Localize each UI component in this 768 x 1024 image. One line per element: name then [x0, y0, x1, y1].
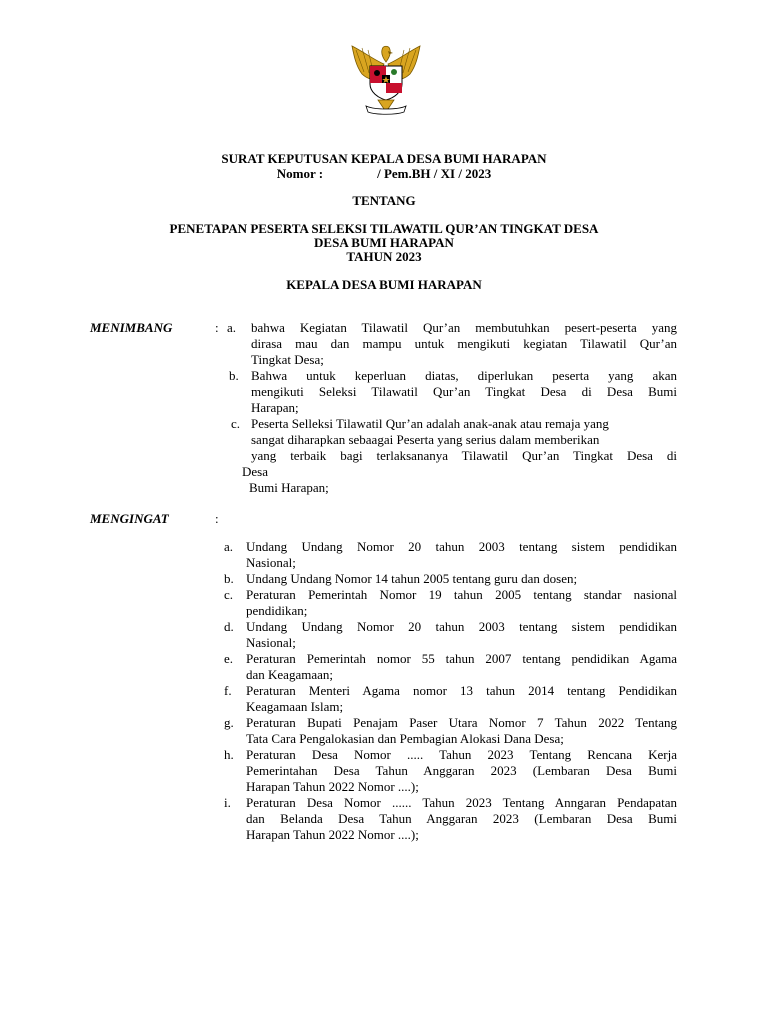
subject-line-1: PENETAPAN PESERTA SELEKSI TILAWATIL QUR’AN TINGKAT DESA — [169, 221, 599, 236]
nomor-label: Nomor : — [276, 166, 324, 181]
garuda-emblem-icon — [344, 42, 428, 118]
mengingat-item-line: Peraturan Desa Nomor ...... Tahun 2023 Tentang Anngaran Pendapatan — [246, 795, 677, 810]
mengingat-item-line: Nasional; — [246, 635, 296, 650]
mengingat-item-marker: h. — [224, 747, 234, 762]
official-heading: KEPALA DESA BUMI HARAPAN — [286, 277, 482, 292]
menimbang-a-line: Tingkat Desa; — [251, 352, 324, 367]
menimbang-label: MENIMBANG — [90, 320, 173, 335]
mengingat-item — [246, 619, 677, 651]
mengingat-item — [246, 747, 677, 795]
mengingat-item-line: Peraturan Desa Nomor ..... Tahun 2023 Tentang Rencana Kerja — [246, 747, 677, 762]
menimbang-b-line: Harapan; — [251, 400, 299, 415]
menimbang-c-line: Bumi Harapan; — [249, 480, 329, 495]
mengingat-item-marker: f. — [224, 683, 232, 698]
mengingat-item-line: Peraturan Pemerintah Nomor 19 tahun 2005 tentang standar nasional — [246, 587, 677, 602]
mengingat-colon: : — [215, 511, 219, 526]
mengingat-item — [246, 587, 677, 619]
mengingat-item-line: Undang Undang Nomor 20 tahun 2003 tentang sistem pendidikan — [246, 619, 677, 634]
decree-title: SURAT KEPUTUSAN KEPALA DESA BUMI HARAPAN — [221, 151, 547, 166]
menimbang-b-marker: b. — [229, 368, 239, 383]
subject-line-2: DESA BUMI HARAPAN — [314, 235, 454, 250]
menimbang-c-line: Desa — [242, 464, 268, 479]
menimbang-a-line: dirasa mau dan mampu untuk mengikuti kegiatan Tilawatil Qur’an — [251, 336, 677, 351]
mengingat-item-marker: g. — [224, 715, 234, 730]
decree-number — [0, 167, 768, 181]
menimbang-b-line: mengikuti Seleksi Tilawatil Qur’an Tingkat Desa di Desa Bumi — [251, 384, 677, 399]
mengingat-item-line: Tata Cara Pengalokasian dan Pembagian Alokasi Dana Desa; — [246, 731, 564, 746]
mengingat-item-line: Peraturan Menteri Agama nomor 13 tahun 2014 tentang Pendidikan — [246, 683, 677, 698]
mengingat-item-line: Harapan Tahun 2022 Nomor ....); — [246, 827, 419, 842]
menimbang-a-marker: a. — [227, 320, 237, 335]
mengingat-item-line: Harapan Tahun 2022 Nomor ....); — [246, 779, 419, 794]
mengingat-item-marker: d. — [224, 619, 234, 634]
mengingat-item-line: Keagamaan Islam; — [246, 699, 344, 714]
mengingat-item-line: Peraturan Pemerintah nomor 55 tahun 2007 tentang pendidikan Agama — [246, 651, 677, 666]
mengingat-item-marker: a. — [224, 539, 234, 554]
mengingat-label: MENGINGAT — [90, 511, 169, 526]
mengingat-item-marker: i. — [224, 795, 231, 810]
menimbang-colon: : — [215, 320, 219, 335]
mengingat-item-line: dan Belanda Desa Tahun Anggaran 2023 (Lembaran Desa Bumi — [246, 811, 677, 826]
mengingat-item-line: Undang Undang Nomor 14 tahun 2005 tentang guru dan dosen; — [246, 571, 578, 586]
mengingat-item — [246, 683, 677, 715]
mengingat-item-marker: c. — [224, 587, 234, 602]
menimbang-b-line: Bahwa untuk keperluan diatas, diperlukan peserta yang akan — [251, 368, 677, 383]
menimbang-c-marker: c. — [231, 416, 241, 431]
mengingat-item-marker: b. — [224, 571, 234, 586]
menimbang-c-line: Peserta Selleksi Tilawatil Qur’an adalah anak-anak atau remaja yang — [251, 416, 609, 431]
mengingat-item — [246, 795, 677, 843]
mengingat-item-line: pendidikan; — [246, 603, 308, 618]
subject-line-3: TAHUN 2023 — [346, 249, 422, 264]
menimbang-c-line: yang terbaik bagi terlaksananya Tilawatil Qur’an Tingkat Desa di — [251, 448, 677, 463]
nomor-value: / Pem.BH / XI / 2023 — [377, 166, 492, 181]
mengingat-item — [246, 539, 677, 571]
mengingat-item-line: Undang Undang Nomor 20 tahun 2003 tentang sistem pendidikan — [246, 539, 677, 554]
menimbang-a-line: bahwa Kegiatan Tilawatil Qur’an membutuhkan pesert-peserta yang — [251, 320, 677, 335]
mengingat-item-line: Peraturan Bupati Penajam Paser Utara Nomor 7 Tahun 2022 Tentang — [246, 715, 677, 730]
mengingat-item-line: Nasional; — [246, 555, 296, 570]
mengingat-item-marker: e. — [224, 651, 234, 666]
mengingat-item — [246, 571, 677, 587]
mengingat-item — [246, 651, 677, 683]
menimbang-c-line: sangat diharapkan sebaagai Peserta yang serius dalam memberikan — [251, 432, 600, 447]
tentang-heading: TENTANG — [352, 193, 416, 208]
mengingat-item-line: Pemerintahan Desa Tahun Anggaran 2023 (Lembaran Desa Bumi — [246, 763, 677, 778]
mengingat-item — [246, 715, 677, 747]
mengingat-item-line: dan Keagamaan; — [246, 667, 333, 682]
